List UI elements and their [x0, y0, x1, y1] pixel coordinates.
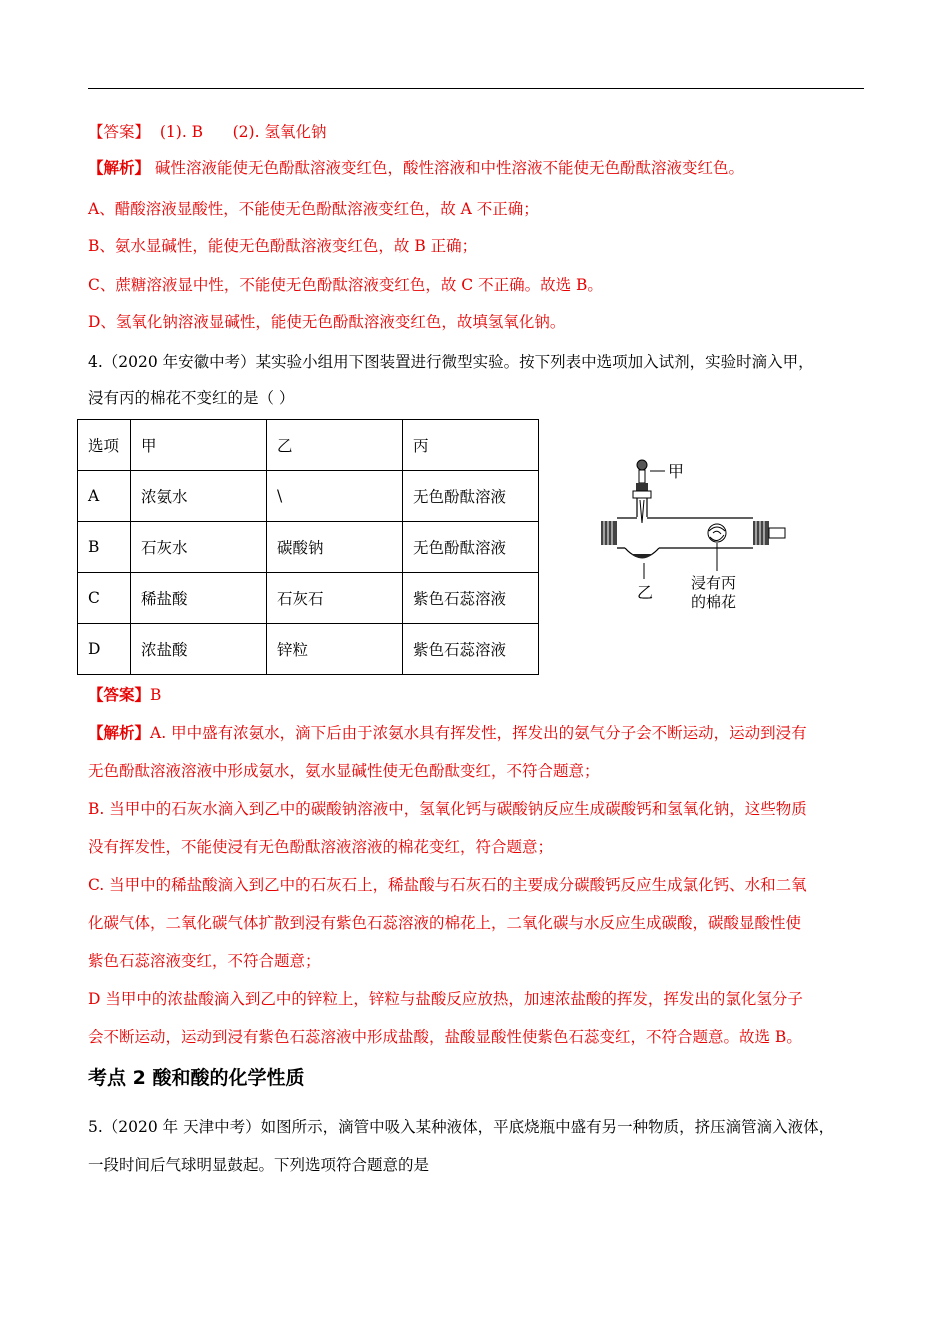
label-cotton-line2: 的棉花: [691, 593, 737, 611]
analysis-2-line: 无色酚酞溶液溶液中形成氨水，氨水显碱性使无色酚酞变红，不符合题意；: [88, 762, 600, 780]
analysis-2-line: 会不断运动，运动到浸有紫色石蕊溶液中形成盐酸，盐酸显酸性使紫色石蕊变红，不符合题意。故选 B。: [88, 1028, 802, 1046]
analysis-label: 【解析】: [88, 723, 151, 742]
header-rule: [88, 88, 864, 89]
table-cell: 稀盐酸: [131, 573, 267, 624]
analysis-2-text: A. 甲中盛有浓氨水，滴下后由于浓氨水具有挥发性，挥发出的氨气分子会不断运动，运动到浸有: [150, 724, 807, 742]
analysis-1-line: C、蔗糖溶液显中性，不能使无色酚酞溶液变红色，故 C 不正确。故选 B。: [88, 276, 603, 294]
table-cell: 无色酚酞溶液: [403, 471, 539, 522]
section-heading: 考点 2 酸和酸的化学性质: [88, 1067, 305, 1089]
analysis-1-line: B、氨水显碱性，能使无色酚酞溶液变红色，故 B 正确；: [88, 237, 478, 255]
table-cell: 紫色石蕊溶液: [403, 573, 539, 624]
analysis-2-line: D 当甲中的浓盐酸滴入到乙中的锌粒上，锌粒与盐酸反应放热，加速浓盐酸的挥发，挥发出的氯化氢分子: [88, 990, 803, 1008]
answer-2: [88, 685, 161, 705]
question-4-line: 浸有丙的棉花不变红的是（ ）: [88, 389, 295, 407]
apparatus-figure: [595, 455, 795, 620]
label-yi: 乙: [637, 583, 654, 602]
question-4-line: 4.（2020 年安徽中考）某实验小组用下图装置进行微型实验。按下列表中选项加入试剂，实验时滴入甲，: [88, 353, 814, 371]
table-cell: \: [267, 471, 403, 522]
left-stopper: [601, 521, 617, 545]
dropper-stopper: [636, 483, 648, 491]
question-5-line: 5.（2020 年 天津中考）如图所示，滴管中吸入某种液体，平底烧瓶中盛有另一种物质，挤压滴管滴入液体，: [88, 1118, 835, 1136]
question-5-line: 一段时间后气球明显鼓起。下列选项符合题意的是: [88, 1156, 430, 1174]
answer-label: 【答案】: [88, 685, 151, 704]
table-cell: A: [78, 471, 131, 522]
table-cell: B: [78, 522, 131, 573]
answer-text: B: [150, 686, 162, 704]
table-header-cell: 甲: [131, 420, 267, 471]
table-row: [78, 522, 539, 573]
analysis-label: 【解析】: [88, 158, 151, 177]
table-cell: D: [78, 624, 131, 675]
analysis-intro-text: 碱性溶液能使无色酚酞溶液变红色，酸性溶液和中性溶液不能使无色酚酞溶液变红色。: [150, 159, 744, 177]
table-cell: C: [78, 573, 131, 624]
table-cell: 紫色石蕊溶液: [403, 624, 539, 675]
answer-text: (1). B (2). 氢氧化钠: [150, 123, 327, 141]
dropper-neck: [639, 470, 645, 483]
table-cell: 浓盐酸: [131, 624, 267, 675]
analysis-2-line: 化碳气体，二氧化碳气体扩散到浸有紫色石蕊溶液的棉花上，二氧化碳与水反应生成碳酸，碳酸显酸性使: [88, 914, 802, 932]
analysis-2-line: 没有挥发性，不能使浸有无色酚酞溶液溶液的棉花变红，符合题意；: [88, 838, 554, 856]
analysis-2-line: 紫色石蕊溶液变红，不符合题意；: [88, 952, 321, 970]
label-jia: 甲: [668, 462, 685, 481]
answer-label: 【答案】: [88, 123, 151, 141]
table-row: [78, 471, 539, 522]
table-header-cell: 选项: [78, 420, 131, 471]
analysis-1-intro: [88, 158, 744, 178]
analysis-2-line: B. 当甲中的石灰水滴入到乙中的碳酸钠溶液中，氢氧化钙与碳酸钠反应生成碳酸钙和氢氧化钠，这些物质: [88, 800, 807, 818]
label-cotton-line1: 浸有丙: [691, 574, 737, 592]
table-cell: 石灰水: [131, 522, 267, 573]
table-cell: 锌粒: [267, 624, 403, 675]
right-stopper: [753, 521, 769, 545]
table-header-row: [78, 420, 539, 471]
table-cell: 浓氨水: [131, 471, 267, 522]
table-header-cell: 丙: [403, 420, 539, 471]
options-table: [77, 419, 539, 675]
analysis-1-line: D、氢氧化钠溶液显碱性，能使无色酚酞溶液变红色，故填氢氧化钠。: [88, 313, 566, 331]
table-cell: 碳酸钠: [267, 522, 403, 573]
table-cell: 无色酚酞溶液: [403, 522, 539, 573]
table-cell: 石灰石: [267, 573, 403, 624]
analysis-1-line: A、醋酸溶液显酸性，不能使无色酚酞溶液变红色，故 A 不正确；: [88, 200, 539, 218]
table-row: [78, 573, 539, 624]
table-row: [78, 624, 539, 675]
dropper-collar: [633, 491, 651, 498]
table-header-cell: 乙: [267, 420, 403, 471]
analysis-2-line: C. 当甲中的稀盐酸滴入到乙中的石灰石上，稀盐酸与石灰石的主要成分碳酸钙反应生成氯化钙、水和二氧: [88, 876, 807, 894]
analysis-2-line: [88, 723, 807, 743]
answer-1: [88, 122, 326, 142]
dropper-bulb-icon: [637, 460, 647, 470]
